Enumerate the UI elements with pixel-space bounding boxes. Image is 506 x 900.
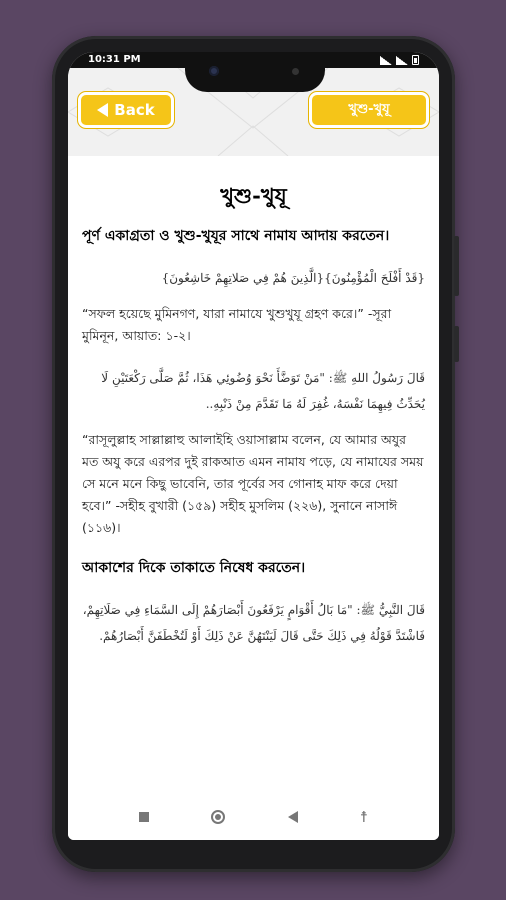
section-title: আকাশের দিকে তাকাতে নিষেধ করতেন। bbox=[82, 560, 306, 576]
battery-icon bbox=[412, 55, 419, 65]
page-title: খুশু-খুযূ bbox=[220, 183, 287, 208]
status-time: 10:31 PM bbox=[88, 54, 141, 65]
signal-icon bbox=[380, 56, 392, 65]
arabic-text: {قَدْ أَفْلَحَ الْمُؤْمِنُونَ}{الَّذِينَ هُمْ فِي صَلاتِهِمْ خَاشِعُونَ} bbox=[161, 271, 425, 285]
title-badge bbox=[309, 92, 429, 128]
section-title: পূর্ণ একাগ্রতা ও খুশু-খুযূর সাথে নামায আদায় করতেন। bbox=[82, 228, 390, 244]
camera-icon bbox=[209, 66, 219, 76]
title-badge-label: খুশু-খুযূ bbox=[348, 101, 390, 117]
wifi-icon bbox=[396, 56, 408, 65]
back-arrow-icon bbox=[97, 103, 108, 117]
sensor-icon bbox=[292, 68, 299, 75]
article-content bbox=[68, 156, 439, 766]
back-button[interactable] bbox=[78, 92, 174, 128]
home-icon[interactable] bbox=[211, 810, 225, 824]
back-button-label: Back bbox=[114, 101, 155, 119]
bangla-text: “রাসূলুল্লাহ সাল্লাল্লাহু আলাইহি ওয়াসাল্লাম বলেন, যে আমার অযুর মত অযু করে এরপর দুই রাকআত এমন নামায পড়ে, যে নামাযের সময় সে মনে মনে কিছু ভাবেনি, তার পূর্বের সব গোনাহ মাফ করে দেয়া হবে।” -সহীহ বুখারী (১৫৯) সহীহ মুসলিম (২২৬), সুনানে নাসাঈ (১১৬)। bbox=[82, 432, 424, 535]
arabic-text: قَالَ النَّبِيُّ ﷺ: "مَا بَالُ أَقْوَامٍ يَرْفَعُونَ أَبْصَارَهُمْ إِلَى السَّمَاءِ فِي صَلَاتِهِمْ، فَاشْتَدَّ قَوْلُهُ فِي ذَلِكَ حَتَّى قَالَ لَيَنْتَهُنَّ عَنْ ذَلِكَ أَوْ لَتُخْطَفَنَّ أَبْصَارُهُمْ. bbox=[82, 603, 425, 643]
recent-apps-icon[interactable] bbox=[139, 812, 149, 822]
power-button bbox=[454, 326, 459, 362]
bangla-text: “সফল হয়েছে মুমিনগণ, যারা নামাযে খুশুখুযূ গ্রহণ করে।” -সূরা মুমিনূন, আয়াত: ১-২। bbox=[82, 306, 392, 343]
system-nav-bar bbox=[68, 794, 439, 840]
phone-frame bbox=[52, 36, 455, 872]
status-icons bbox=[380, 52, 419, 68]
camera-notch bbox=[185, 52, 325, 92]
accessibility-icon[interactable]: ☨ bbox=[359, 808, 368, 826]
volume-button bbox=[454, 236, 459, 296]
back-icon[interactable] bbox=[288, 811, 298, 823]
arabic-text: قَالَ رَسُولُ اللهِ ﷺ: "مَنْ تَوَضَّأَ نَحْوَ وُضُوئِي هَذَا، ثُمَّ صَلَّى رَكْعَتَيْنِ لَا يُحَدِّثُ فِيهِمَا نَفْسَهُ، غُفِرَ لَهُ مَا تَقَدَّمَ مِنْ ذَنْبِهِ.. bbox=[101, 371, 425, 411]
screen bbox=[68, 52, 439, 840]
